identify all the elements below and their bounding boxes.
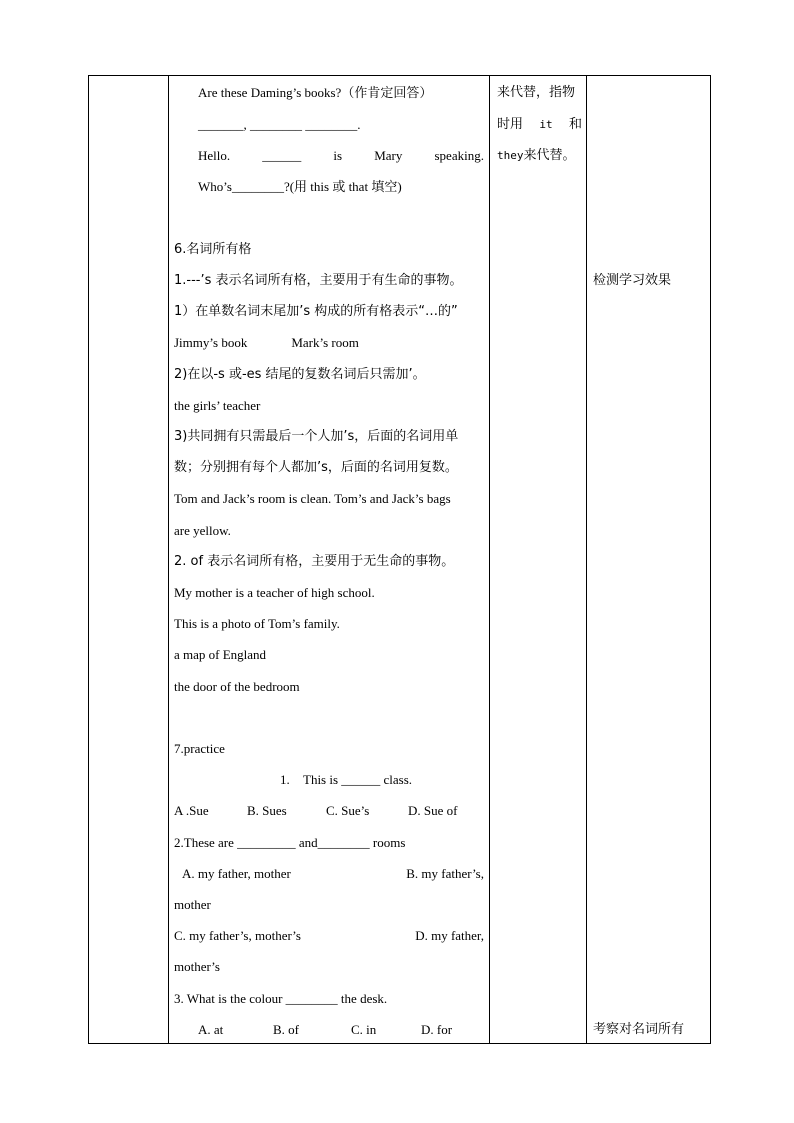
option-b: B. Sues (247, 803, 287, 818)
option-c: C. Sue’s (326, 803, 370, 818)
option-d: D. for (421, 1022, 453, 1037)
practice-2-b-cont: mother (174, 897, 211, 912)
example-tom-jack-a: Tom and Jack’s room is clean. Tom’s and Jack’s bags (174, 491, 451, 506)
practice-1-number: 1. (280, 772, 290, 787)
purpose-column (587, 76, 711, 1044)
lesson-plan-table (88, 75, 711, 1044)
stage-column (89, 76, 169, 1044)
example-photo: This is a photo of Tom’s family. (174, 616, 340, 631)
rule-6-1-3a: 3)共同拥有只需最后一个人加’s，后面的名词用单 (174, 429, 459, 444)
option-a: A .Sue (174, 803, 209, 818)
practice-3-question: 3. What is the colour ________ the desk. (174, 991, 388, 1006)
hello-line: Hello. ______ is Mary speaking. (198, 148, 484, 163)
example-door: the door of the bedroom (174, 679, 300, 694)
option-b: B. of (273, 1022, 299, 1037)
example-jimmy-mark: Jimmy’s book Mark’s room (174, 335, 359, 350)
rule-6-1-1: 1）在单数名词末尾加’s 构成的所有格表示“…的” (174, 304, 458, 319)
example-mother: My mother is a teacher of high school. (174, 585, 375, 600)
option-d: D. Sue of (408, 803, 458, 818)
whos-line: Who’s________?(用 this 或 that 填空) (198, 179, 402, 194)
practice-2-question: 2.These are _________ and________ rooms (174, 835, 406, 850)
practice-1-question: This is ______ class. (303, 772, 413, 787)
rule-6-1: 1.---’s 表示名词所有格，主要用于有生命的事物。 (174, 273, 463, 288)
section-7-title: 7.practice (174, 741, 225, 756)
rule-6-1-3b: 数；分别拥有每个人都加’s，后面的名词用复数。 (174, 460, 458, 475)
option-a: A. my father, mother (182, 866, 291, 881)
question-are-these: Are these Daming’s books?（作肯定回答） (198, 85, 433, 100)
option-a: A. at (198, 1022, 224, 1037)
option-c: C. in (351, 1022, 377, 1037)
rule-6-2: 2. of 表示名词所有格，主要用于无生命的事物。 (174, 554, 455, 569)
option-d: D. my father, (415, 928, 484, 943)
example-tom-jack-b: are yellow. (174, 523, 231, 538)
example-girls: the girls’ teacher (174, 398, 261, 413)
section-6-title: 6.名词所有格 (174, 242, 252, 257)
option-b: B. my father’s, (406, 866, 484, 881)
option-c: C. my father’s, mother’s (174, 928, 301, 943)
purpose-note-2: 考察对名词所有 (593, 1022, 685, 1037)
rule-6-1-2: 2)在以-s 或-es 结尾的复数名词后只需加’。 (174, 367, 426, 382)
note-line-2: 时用 it 和 (497, 117, 582, 132)
content-column (169, 76, 490, 1044)
example-map: a map of England (174, 647, 267, 662)
practice-2-d-cont: mother’s (174, 959, 220, 974)
note-line-1: 来代替，指物 (497, 85, 576, 100)
note-line-3: they来代替。 (497, 148, 576, 163)
purpose-note-1: 检测学习效果 (593, 273, 672, 288)
notes-column (490, 76, 587, 1044)
question-blanks: _______, ________ ________. (198, 117, 361, 132)
